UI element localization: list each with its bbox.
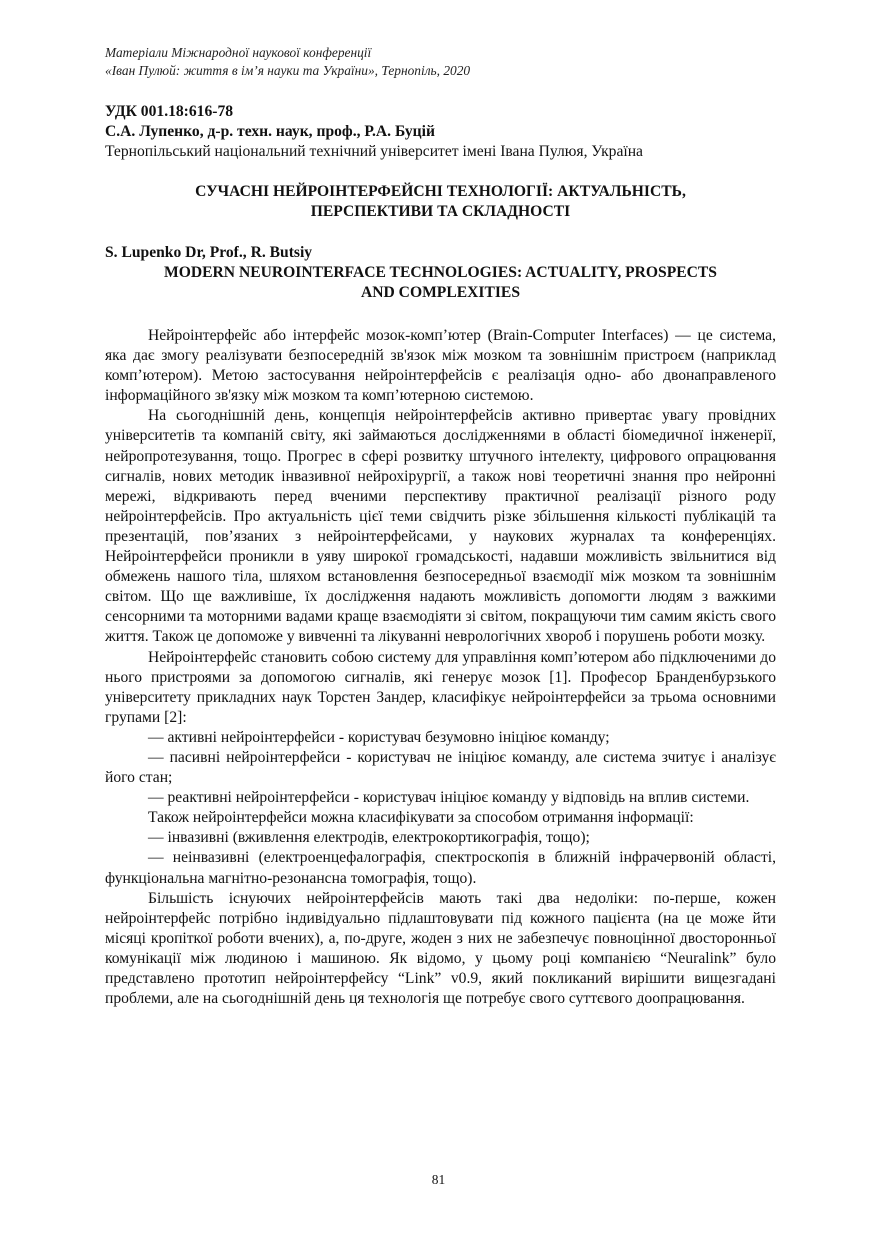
running-header: [105, 44, 776, 80]
list-item-invasive: — інвазивні (вживлення електродів, електрокортикографія, тощо);: [148, 829, 590, 847]
list-item-passive: — пасивні нейроінтерфейси - користувач не ініціює команду, але система зчитує і аналізує його стан;: [105, 748, 776, 787]
title-ukrainian: [105, 182, 776, 222]
paragraph-drawbacks: Більшість існуючих нейроінтерфейсів мають такі два недоліки: по-перше, кожен нейроінтерфейс потрібно індивідуально підлаштовувати під кожного пацієнта (на це може йти місяці кропіткої роботи вчених), а, по-друге, жоден з них не забезпечує повноцінної двосторонньої комунікації між людиною і машиною. Як відомо, у цьому році компанією “Neuralink” було представлено прототип нейроінтерфейсу “Link” v0.9, який покликаний вирішити вищезгадані проблеми, але на сьогоднішній день ця технологія ще потребує свого суттєвого доопрацювання.: [105, 889, 776, 1008]
article-body: [105, 326, 776, 1009]
paragraph-definition: Нейроінтерфейс становить собою систему для управління комп’ютером або підключеними до нього пристроями за допомогою сигналів, які генерує мозок [1]. Професор Бранденбурзького університету прикладних наук Торстен Зандер, класифікує нейроінтерфейси за трьома основними групами [2]:: [105, 648, 776, 726]
list-item-active: — активні нейроінтерфейси - користувач безумовно ініціює команду;: [148, 728, 610, 746]
running-header-line-2: «Іван Пулюй: життя в ім’я науки та України», Тернопіль, 2020: [105, 63, 471, 78]
paragraph-classification: Також нейроінтерфейси можна класифікувати за способом отримання інформації:: [148, 809, 694, 827]
title-english-line-2: AND COMPLEXITIES: [361, 284, 520, 301]
authors-ukrainian: С.А. Лупенко, д-р. техн. наук, проф., Р.А. Буцій: [105, 123, 435, 140]
title-english-line-1: MODERN NEUROINTERFACE TECHNOLOGIES: ACTUALITY, PROSPECTS: [164, 264, 717, 281]
title-english: [105, 263, 776, 303]
title-ukrainian-line-1: СУЧАСНІ НЕЙРОІНТЕРФЕЙСНІ ТЕХНОЛОГІЇ: АКТУАЛЬНІСТЬ,: [195, 183, 686, 200]
affiliation: Тернопільський національний технічний університет імені Івана Пулюя, Україна: [105, 143, 643, 160]
page-number: 81: [431, 1172, 446, 1187]
authors-english: S. Lupenko Dr, Prof., R. Butsiy: [105, 244, 313, 261]
list-item-noninvasive: — неінвазивні (електроенцефалографія, спектроскопія в ближній інфрачервоній області, функціональна магнітно-резонансна томографія, тощо).: [105, 849, 776, 887]
title-ukrainian-line-2: ПЕРСПЕКТИВИ ТА СКЛАДНОСТІ: [310, 203, 571, 220]
paragraph-relevance: На сьогоднішній день, концепція нейроінтерфейсів активно привертає увагу провідних університетів та компаній світу, які займаються дослідженнями в області біомедичної інженерії, нейропротезування, тощо. Прогрес в сфері розвитку штучного інтелекту, цифрового опрацювання сигналів, нових методик інвазивної нейрохірургії, а також нові теоретичні знання про нейронні мережі, відкривають перед вченими перспективу практичної реалізації різного роду нейроінтерфейсів. Про актуальність цієї теми свідчить різке збільшення кількості публікацій та презентацій, пов’язаних з нейроінтерфейсами, у наукових журналах та конференціях. Нейроінтерфейси проникли в уяву широкої громадськості, надавши можливість звільнитися від обмежень нашого тіла, шляхом встановлення безпосередньої взаємодії між мозком та зовнішнім світом. Що ще важливіше, їх дослідження надають можливість допомогти людям з важкими сенсорними та моторними вадами краще взаємодіяти зі світом, покращуючи тим самим якість свого життя. Також це допоможе у вивченні та лікуванні неврологічних хвороб і порушень роботи мозку.: [105, 407, 776, 646]
list-item-reactive: — реактивні нейроінтерфейси - користувач ініціює команду у відповідь на вплив системи.: [148, 789, 750, 807]
running-header-line-1: Матеріали Міжнародної наукової конференції: [105, 45, 372, 60]
paragraph-intro: Нейроінтерфейс або інтерфейс мозок-комп’ютер (Brain-Computer Interfaces) — це система, яка дає змогу реалізувати безпосередній зв'язок між мозком та зовнішнім пристроєм (наприклад комп’ютером). Метою застосування нейроінтерфейсів є реалізація одно- або двонаправленого інформаційного зв'язку між мозком та комп’ютерною системою.: [105, 327, 776, 405]
udk-code: УДК 001.18:616-78: [105, 103, 234, 120]
